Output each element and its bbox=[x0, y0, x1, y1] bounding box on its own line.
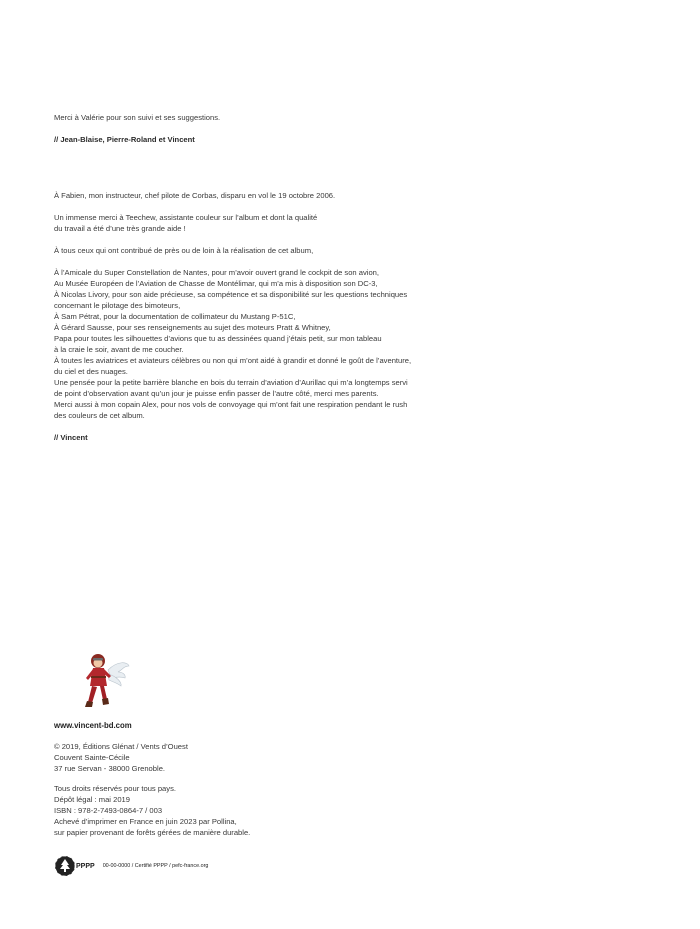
dedication-line: Merci aussi à mon copain Alex, pour nos vols de convoyage qui m’ont fait une respiration pendant le rush bbox=[54, 400, 408, 409]
dedication-line: de point d’observation avant qu’un jour je puisse enfin passer de l’autre côté, merci mes parents. bbox=[54, 389, 379, 398]
dedication-lines bbox=[54, 190, 534, 432]
rights-block bbox=[54, 783, 250, 838]
website-link[interactable]: www.vincent-bd.com bbox=[54, 721, 132, 730]
rights-line: Dépôt légal : mai 2019 bbox=[54, 795, 130, 804]
dedication-line: Une pensée pour la petite barrière blanche en bois du terrain d’aviation d’Aurillac qui m’a longtemps servi bbox=[54, 378, 408, 387]
signature-authors: // Jean-Blaise, Pierre-Roland et Vincent bbox=[54, 135, 195, 144]
dedication-line: à la craie le soir, avant de me coucher. bbox=[54, 345, 184, 354]
dedication-line: À Sam Pétrat, pour la documentation de collimateur du Mustang P-51C, bbox=[54, 312, 296, 321]
dedication-line: À l’Amicale du Super Constellation de Nantes, pour m’avoir ouvert grand le cockpit de son avion, bbox=[54, 268, 380, 277]
copyright-line: 37 rue Servan - 38000 Grenoble. bbox=[54, 764, 166, 773]
credits-block-1 bbox=[54, 112, 534, 145]
copyright-line: © 2019, Éditions Glénat / Vents d’Ouest bbox=[54, 742, 188, 751]
dedication-line: du ciel et des nuages. bbox=[54, 367, 128, 376]
rights-line: Achevé d’imprimer en France en juin 2023 par Pollina, bbox=[54, 817, 237, 826]
dedication-line: À Gérard Sausse, pour ses renseignements au sujet des moteurs Pratt & Whitney, bbox=[54, 323, 331, 332]
pefc-certification bbox=[54, 855, 208, 877]
pefc-brand: PPPP bbox=[76, 862, 95, 870]
dedication-line: des couleurs de cet album. bbox=[54, 411, 145, 420]
paragraph-gap bbox=[54, 201, 534, 212]
signature-vincent: // Vincent bbox=[54, 433, 88, 442]
dedication-line: concernant le pilotage des bimoteurs, bbox=[54, 301, 181, 310]
pefc-tree-logo-icon bbox=[54, 855, 76, 877]
dedication-line: Au Musée Européen de l’Aviation de Chasse de Montélimar, qui m’a mis à disposition son DC-3, bbox=[54, 279, 378, 288]
dedication-line: Papa pour toutes les silhouettes d’avions que tu as dessinées quand j’étais petit, sur mon tableau bbox=[54, 334, 382, 343]
rights-line: Tous droits réservés pour tous pays. bbox=[54, 784, 176, 793]
rights-line: ISBN : 978-2-7493-0864-7 / 003 bbox=[54, 806, 163, 815]
dedication-line: À toutes les aviatrices et aviateurs célèbres ou non qui m’ont aidé à grandir et donné le goût de l’aventure, bbox=[54, 356, 412, 365]
paragraph-gap bbox=[54, 256, 534, 267]
copyright-line: Couvent Sainte-Cécile bbox=[54, 753, 130, 762]
copyright-block bbox=[54, 741, 188, 774]
dedication-line: du travail a été d’une très grande aide ! bbox=[54, 224, 186, 233]
paragraph-gap bbox=[54, 421, 534, 432]
pefc-text: 00-00-0000 / Certifié PPPP / pefc-france.org bbox=[102, 862, 209, 869]
dedication-line: Un immense merci à Teechew, assistante couleur sur l’album et dont la qualité bbox=[54, 213, 318, 222]
dedication-line: À Nicolas Livory, pour son aide précieuse, sa compétence et sa disponibilité sur les questions techniques bbox=[54, 290, 408, 299]
winged-aviatrix-icon bbox=[78, 652, 130, 714]
paragraph-gap bbox=[54, 234, 534, 245]
dedication-line: À tous ceux qui ont contribué de près ou de loin à la réalisation de cet album, bbox=[54, 246, 314, 255]
credits-block-2 bbox=[54, 190, 534, 443]
thanks-valerie: Merci à Valérie pour son suivi et ses suggestions. bbox=[54, 113, 221, 122]
rights-line: sur papier provenant de forêts gérées de manière durable. bbox=[54, 828, 251, 837]
dedication-line: À Fabien, mon instructeur, chef pilote de Corbas, disparu en vol le 19 octobre 2006. bbox=[54, 191, 336, 200]
